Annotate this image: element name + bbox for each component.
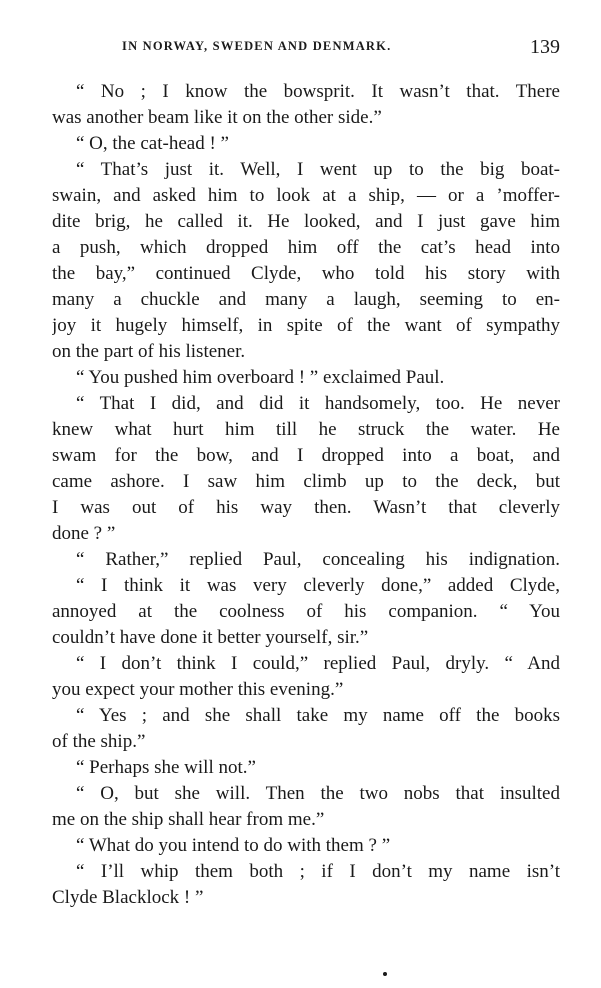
text-line: was another beam like it on the other side.” [52, 107, 382, 128]
text-line: “ O, the cat-head ! ” [76, 133, 229, 154]
running-head: IN NORWAY, SWEDEN AND DENMARK. [122, 39, 392, 53]
text-line: knew what hurt him till he struck the water. He [52, 419, 560, 440]
page-header [52, 36, 560, 62]
text-line: a push, which dropped him off the cat’s head into [52, 237, 560, 258]
text-line: “ O, but she will. Then the two nobs that insulted [76, 783, 560, 804]
text-line: done ? ” [52, 523, 116, 544]
text-line: “ You pushed him overboard ! ” exclaimed Paul. [76, 367, 445, 388]
text-line: the bay,” continued Clyde, who told his story with [52, 263, 560, 284]
text-line: swain, and asked him to look at a ship, — or a ’moffer- [52, 185, 560, 206]
text-line: “ That I did, and did it handsomely, too. He never [76, 393, 560, 414]
text-line: couldn’t have done it better yourself, sir.” [52, 627, 369, 648]
text-line: “ I’ll whip them both ; if I don’t my name isn’t [76, 861, 560, 882]
text-line: swam for the bow, and I dropped into a boat, and [52, 445, 560, 466]
text-line: dite brig, he called it. He looked, and I just gave him [52, 211, 560, 232]
text-line: on the part of his listener. [52, 341, 246, 362]
text-line: “ Yes ; and she shall take my name off the books [76, 705, 560, 726]
text-line: “ Perhaps she will not.” [76, 757, 256, 778]
text-line: joy it hugely himself, in spite of the want of sympathy [52, 315, 560, 336]
text-line: “ No ; I know the bowsprit. It wasn’t that. There [76, 81, 560, 102]
page-number: 139 [530, 36, 560, 58]
text-line: came ashore. I saw him climb up to the deck, but [52, 471, 560, 492]
text-line: “ I don’t think I could,” replied Paul, dryly. “ And [76, 653, 560, 674]
text-line: “ I think it was very cleverly done,” added Clyde, [76, 575, 560, 596]
text-line: “ Rather,” replied Paul, concealing his indignation. [76, 549, 560, 570]
text-line: Clyde Blacklock ! ” [52, 887, 204, 908]
text-line: me on the ship shall hear from me.” [52, 809, 325, 830]
print-mark [383, 972, 387, 976]
text-line: “ What do you intend to do with them ? ” [76, 835, 391, 856]
text-line: annoyed at the coolness of his companion. “ You [52, 601, 560, 622]
text-line: of the ship.” [52, 731, 146, 752]
text-line: I was out of his way then. Wasn’t that cleverly [52, 497, 560, 518]
body-text [52, 79, 560, 911]
text-line: you expect your mother this evening.” [52, 679, 344, 700]
text-line: “ That’s just it. Well, I went up to the big boat- [76, 159, 560, 180]
text-line: many a chuckle and many a laugh, seeming to en- [52, 289, 560, 310]
